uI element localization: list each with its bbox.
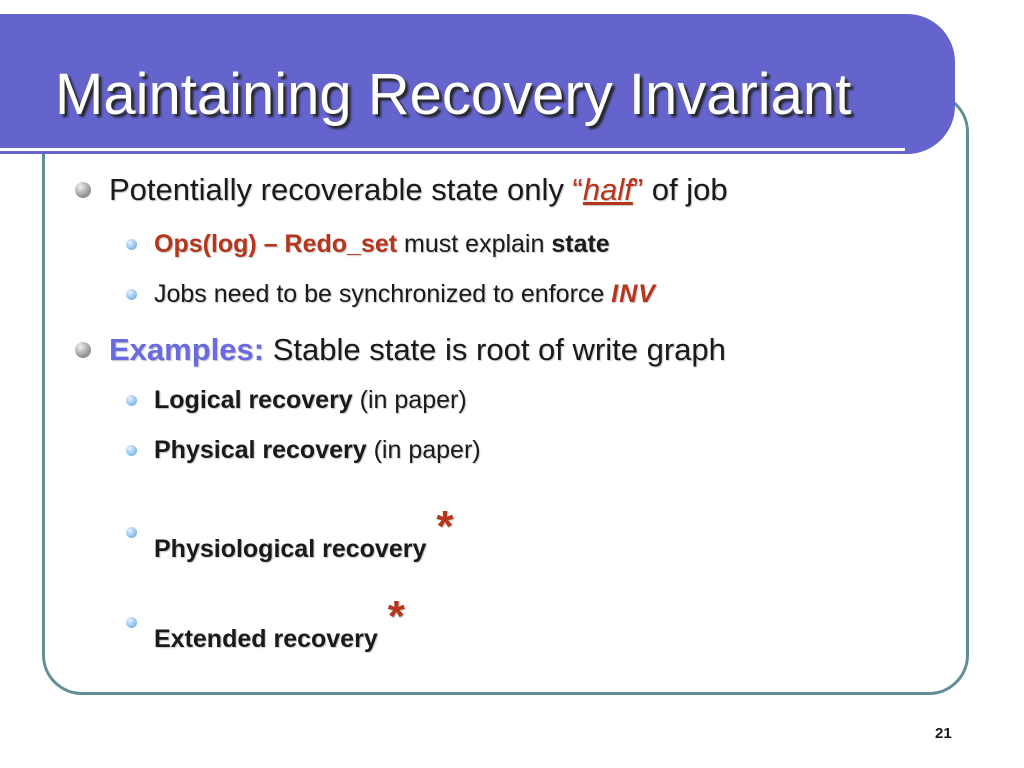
text-segment: (in paper) (352, 386, 467, 414)
blue-sphere-bullet-icon (126, 617, 137, 628)
physiological-recovery-term: Physiological recovery (154, 535, 427, 563)
sub-bullet-extended-recovery (126, 592, 405, 658)
title-underline (0, 148, 905, 151)
asterisk-mark: * (436, 502, 454, 551)
state-term: state (551, 230, 610, 258)
sub-bullet-jobs-sync (126, 280, 656, 309)
bullet-recoverable-state (75, 172, 728, 208)
blue-sphere-bullet-icon (126, 527, 137, 538)
sub-bullet-physiological-recovery (126, 502, 454, 568)
text-segment: Jobs need to be synchronized to enforce (154, 280, 612, 308)
quote-open: “ (572, 172, 583, 207)
examples-label: Examples: (109, 332, 265, 367)
logical-recovery-term: Logical recovery (154, 386, 353, 414)
text-segment: Potentially recoverable state only (109, 172, 573, 207)
ops-log-redo-set: Ops(log) – Redo_set (154, 230, 398, 258)
text-segment: Stable state is root of write graph (264, 332, 726, 367)
emphasis-half: half (582, 172, 633, 207)
text-segment: of job (643, 172, 728, 207)
bullet-text (154, 386, 467, 414)
quote-close: ” (632, 172, 644, 207)
slide-title: Maintaining Recovery Invariant (55, 62, 852, 127)
sub-bullet-ops-log (126, 230, 610, 259)
sub-bullet-logical-recovery (126, 386, 467, 415)
text-segment: must explain (397, 230, 552, 258)
bullet-text (154, 592, 405, 653)
gray-sphere-bullet-icon (75, 182, 91, 198)
bullet-text (154, 502, 454, 563)
inv-term: INV (611, 280, 656, 308)
bullet-text (109, 172, 728, 207)
physical-recovery-term: Physical recovery (154, 436, 367, 464)
gray-sphere-bullet-icon (75, 342, 91, 358)
blue-sphere-bullet-icon (126, 289, 137, 300)
bullet-text (154, 436, 481, 464)
extended-recovery-term: Extended recovery (154, 625, 378, 653)
bullet-text (154, 280, 656, 308)
blue-sphere-bullet-icon (126, 445, 137, 456)
sub-bullet-physical-recovery (126, 436, 481, 465)
page-number: 21 (935, 725, 952, 742)
bullet-examples (75, 332, 726, 368)
blue-sphere-bullet-icon (126, 239, 137, 250)
bullet-text (154, 230, 610, 258)
text-segment: (in paper) (366, 436, 481, 464)
blue-sphere-bullet-icon (126, 395, 137, 406)
bullet-text (109, 332, 726, 367)
asterisk-mark: * (387, 592, 405, 641)
